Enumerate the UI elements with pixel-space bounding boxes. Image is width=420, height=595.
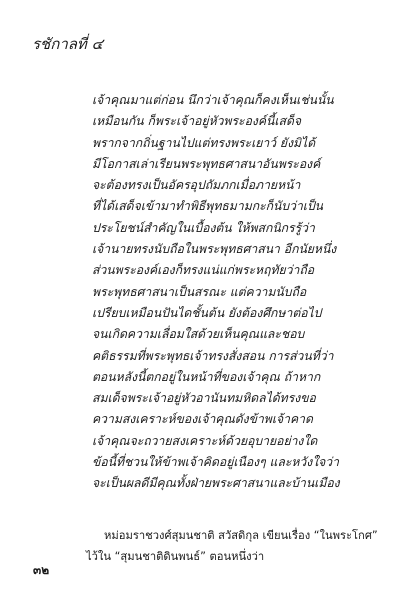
quote-line: เหมือนกัน ก็พระเจ้าอยู่หัวพระองค์นี้เสด็จ [92, 114, 302, 129]
quote-line: จะเป็นผลดีมีคุณทั้งฝ่ายพระศาสนาและบ้านเมือง [92, 476, 340, 491]
quote-line: เจ้าคุณจะถวายสงเคราะห์ด้วยอุบายอย่างใด [92, 433, 318, 448]
page-number: ๓๒ [33, 563, 50, 577]
quote-line: เจ้าคุณมาแต่ก่อน นึกว่าเจ้าคุณก็คงเห็นเช่นนั้น [92, 93, 334, 107]
quote-line: ข้อนี้ที่ชวนให้ข้าพเจ้าคิดอยู่เนืองๆ และหวังใจว่า [92, 455, 339, 470]
quote-line: มีโอกาสเล่าเรียนพระพุทธศาสนาอันพระองค์ [92, 156, 321, 171]
running-head: รชักาลที่ ๔ [32, 35, 103, 53]
quote-line: ประโยชน์สำคัญในเบื้องต้น ให้พสกนิกรรู้ว่า [92, 220, 315, 235]
quote-line: จะต้องทรงเป็นอัครอุปถัมภกเมื่อภายหน้า [92, 178, 301, 193]
source-block [86, 525, 386, 567]
quote-block [92, 90, 388, 495]
quote-line: ที่ได้เสด็จเข้ามาทำพิธีพุทธมามกะก็นับว่าเป็น [92, 199, 324, 214]
quote-line: พระพุทธศาสนาเป็นสรณะ แต่ความนับถือ [92, 284, 307, 299]
source-line: หม่อมราชวงศ์สุมนชาติ สวัสดิกุล เขียนเรื่อง “ในพระโกศ” [104, 529, 378, 542]
quote-line: ส่วนพระองค์เองก็ทรงแน่แก่พระหฤทัยว่าถือ [92, 263, 315, 278]
source-line: ไว้ใน “สุมนชาติดินพนธ์” ตอนหนึ่งว่า [86, 550, 265, 563]
quote-line: สมเด็จพระเจ้าอยู่หัวอานันทมหิดลได้ทรงขอ [92, 391, 316, 406]
quote-line: เจ้านายทรงนับถือในพระพุทธศาสนา อีกนัยหนึ่ง [92, 242, 337, 257]
quote-line: ความสงเคราะห์ของเจ้าคุณดังข้าพเจ้าคาด [92, 412, 313, 427]
quote-line: ตอนหลังนี้ตกอยู่ในหน้าที่ของเจ้าคุณ ถ้าหาก [92, 369, 321, 384]
quote-line: จนเกิดความเลื่อมใสด้วยเห็นคุณและชอบ [92, 327, 305, 342]
quote-line: พรากจากถิ่นฐานไปแต่ทรงพระเยาว์ ยังมิได้ [92, 135, 316, 150]
quote-line: คติธรรมที่พระพุทธเจ้าทรงสั่งสอน การส่วนที่ว่า [92, 348, 334, 363]
quote-line: เปรียบเหมือนปันไดชั้นต้น ยังต้องศึกษาต่อไป [92, 305, 322, 320]
